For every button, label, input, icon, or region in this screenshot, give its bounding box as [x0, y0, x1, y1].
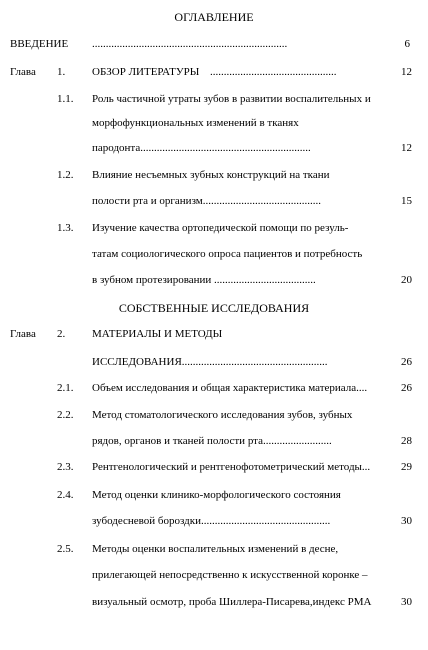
ch1-s2-page: 15	[401, 195, 412, 207]
ch2-title-line2: ИССЛЕДОВАНИЯ.....................................................	[92, 356, 328, 368]
ch2-num: 2.	[57, 328, 66, 340]
ch2-s1-line1: Объем исследования и общая характеристика материала....	[92, 382, 368, 394]
ch2-page: 26	[401, 356, 412, 368]
ch1-s3-num: 1.3.	[57, 222, 74, 234]
intro-page: 6	[404, 38, 410, 50]
ch1-num: 1.	[57, 66, 66, 78]
ch2-s5-line2: прилегающей непосредственно к искусственной коронке –	[92, 569, 368, 581]
ch1-s3-page: 20	[401, 274, 412, 286]
ch1-s3-line3: в зубном протезировании .....................................	[92, 274, 316, 286]
ch2-s4-line1: Метод оценки клинико-морфологического состояния	[92, 489, 341, 501]
ch2-s5-page: 30	[401, 596, 412, 608]
ch2-s4-page: 30	[401, 515, 412, 527]
ch1-s1-num: 1.1.	[57, 93, 74, 105]
ch1-s1-page: 12	[401, 142, 412, 154]
ch1-s2-num: 1.2.	[57, 169, 74, 181]
ch2-s5-line1: Методы оценки воспалительных изменений в десне,	[92, 543, 339, 555]
ch2-s4-num: 2.4.	[57, 489, 74, 501]
ch1-s1-line3: пародонта..............................................................	[92, 142, 311, 154]
ch2-s5-line3: визуальный осмотр, проба Шиллера-Писарева,индекс РМА	[92, 596, 372, 608]
ch2-s3-num: 2.3.	[57, 461, 74, 473]
toc-title: ОГЛАВЛЕНИЕ	[174, 10, 254, 24]
ch1-dots: ..............................................	[210, 66, 337, 78]
ch1-s2-line2: полости рта и организм...........................................	[92, 195, 321, 207]
ch2-glava: Глава	[10, 328, 36, 340]
ch1-page: 12	[401, 66, 412, 78]
ch2-s3-page: 29	[401, 461, 412, 473]
ch1-title: ОБЗОР ЛИТЕРАТУРЫ	[92, 66, 200, 78]
ch1-s1-line2: морфофункциональных изменений в тканях	[92, 117, 299, 129]
ch2-s1-num: 2.1.	[57, 382, 74, 394]
ch2-s2-page: 28	[401, 435, 412, 447]
ch2-s4-line2: зубодесневой бороздки...............................................	[92, 515, 331, 527]
intro-label: ВВЕДЕНИЕ	[10, 38, 69, 50]
ch2-s5-num: 2.5.	[57, 543, 74, 555]
ch1-glava: Глава	[10, 66, 36, 78]
ch2-s3-line1: Рентгенологический и рентгенофотометрический методы...	[92, 461, 371, 473]
ch2-s1-page: 26	[401, 382, 412, 394]
ch1-s3-line1: Изучение качества ортопедической помощи по резуль-	[92, 222, 349, 234]
ch2-title-line1: МАТЕРИАЛЫ И МЕТОДЫ	[92, 328, 223, 340]
ch1-s2-line1: Влияние несъемных зубных конструкций на ткани	[92, 169, 330, 181]
section-own-research: СОБСТВЕННЫЕ ИССЛЕДОВАНИЯ	[118, 301, 310, 315]
intro-dots: .......................................................................	[92, 38, 288, 50]
ch1-s1-line1: Роль частичной утраты зубов в развитии воспалительных и	[92, 93, 371, 105]
ch1-s3-line2: татам социологического опроса пациентов и потребность	[92, 248, 363, 260]
ch2-s2-line2: рядов, органов и тканей полости рта.........................	[92, 435, 332, 447]
ch2-s2-num: 2.2.	[57, 409, 74, 421]
ch2-s2-line1: Метод стоматологического исследования зубов, зубных	[92, 409, 353, 421]
